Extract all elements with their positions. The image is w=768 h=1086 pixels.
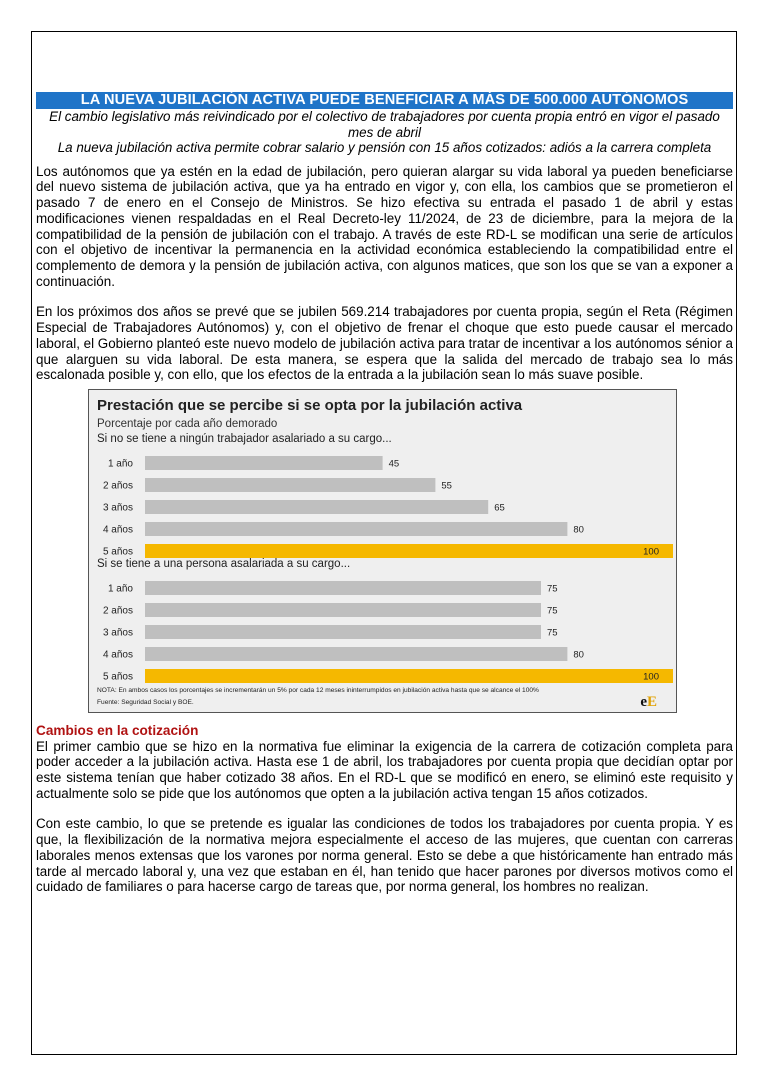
chart-subtitle: Porcentaje por cada año demorado xyxy=(97,417,278,430)
data-label: 45 xyxy=(388,458,400,470)
article xyxy=(36,92,733,895)
category-label: 3 años xyxy=(102,627,133,639)
category-label: 3 años xyxy=(102,502,133,514)
bar xyxy=(145,669,673,683)
subtitle-2: La nueva jubilación activa permite cobrar salario y pensión con 15 años cotizados: adiós a la carrera completa xyxy=(57,140,712,156)
category-label: 2 años xyxy=(102,480,133,492)
data-label: 80 xyxy=(573,524,584,536)
group-heading: Si se tiene a una persona asalariada a su cargo... xyxy=(97,557,351,570)
category-label: 1 año xyxy=(107,458,133,470)
paragraph-3: El primer cambio que se hizo en la normativa fue eliminar la exigencia de la carrera de cotización completa para poder acceder a la jubilación activa. Hasta ese 1 de abril, los trabajadores por cuenta propia que decidían optar por este sistema tenían que haber cotizado 38 años. En el RD-L que se modificó en enero, se eliminó este requisito y actualmente solo se pide que los autónomos que opten a la jubilación activa tengan 15 años cotizados. xyxy=(36,738,733,801)
category-label: 2 años xyxy=(102,605,133,617)
section-title: Cambios en la cotización xyxy=(36,722,199,738)
category-label: 1 año xyxy=(107,583,133,595)
paragraph-1: Los autónomos que ya estén en la edad de jubilación, pero quieran alargar su vida laboral ya pueden beneficiarse del nuevo sistema de jubilación activa, que ya ha entrado en vigor y, con ella, los cambios que se prometieron el pasado 7 de enero en el Consejo de Ministros. Se hizo efectiva su entrada el pasado 1 de abril y estas modificaciones vienen respaldadas en el Real Decreto-ley 11/2024, de 23 de diciembre, para la mejora de la compatibilidad de la pensión de jubilación con el trabajo. A través de este RD-L se modifican una serie de artículos con el objetivo de incentivar la permanencia en la actividad económica estableciendo la compatibilidad entre el complemento de demora y la pensión de jubilación activa, con algunos matices, que son los que se van a exponer a continuación. xyxy=(36,163,733,289)
category-label: 5 años xyxy=(102,671,133,683)
bar xyxy=(145,500,488,514)
data-label: 75 xyxy=(547,605,558,617)
category-label: 4 años xyxy=(102,649,133,661)
bar xyxy=(145,603,541,617)
chart-title: Prestación que se percibe si se opta por la jubilación activa xyxy=(97,396,523,414)
paragraph-4: Con este cambio, lo que se pretende es igualar las condiciones de todos los trabajadores por cuenta propia. Y es que, la flexibilización de la normativa mejora especialmente el acceso de las mujeres, que cuentan con carreras laborales menos extensas que los varones por norma general. Esto se debe a que históricamente han entrado más tarde al mercado laboral y, una vez que estaban en él, han tenido que hacer parones por diversos motivos como el cuidado de familiares o para hacerse cargo de tareas que, por norma general, los hombres no realizan. xyxy=(36,816,733,895)
data-label: 80 xyxy=(573,649,584,661)
category-label: 5 años xyxy=(102,546,133,558)
bar xyxy=(145,625,541,639)
data-label: 100 xyxy=(643,671,659,683)
logo: eE xyxy=(640,693,657,710)
bar xyxy=(145,522,567,536)
chart-figure xyxy=(88,389,677,713)
bar xyxy=(145,647,567,661)
category-label: 4 años xyxy=(102,524,133,536)
data-label: 100 xyxy=(643,546,659,558)
chart-note: NOTA: En ambos casos los porcentajes se incrementarán un 5% por cada 12 meses ininterrumpidos en jubilación activa hasta que se alcance el 100% xyxy=(97,686,539,694)
subtitle-1: El cambio legislativo más reivindicado por el colectivo de trabajadores por cuenta propia entró en vigor el pasado mes de abril xyxy=(49,109,720,140)
paragraph-2: En los próximos dos años se prevé que se jubilen 569.214 trabajadores por cuenta propia, según el Reta (Régimen Especial de Trabajadores Autónomos) y, con el objetivo de frenar el choque que esto puede causar el mercado laboral, el Gobierno planteó este nuevo modelo de jubilación activa para tratar de incentivar a los autónomos sénior a que alarguen su vida laboral. De esta manera, se espera que la salida del mercado de trabajo sea lo más escalonada posible y, con ello, que los efectos de la entrada a la jubilación sean lo más suave posible. xyxy=(36,304,733,383)
bar xyxy=(145,544,673,558)
bar-chart xyxy=(89,390,676,712)
bar xyxy=(145,456,383,470)
group-heading: Si no se tiene a ningún trabajador asalariado a su cargo... xyxy=(97,432,392,445)
bar xyxy=(145,581,541,595)
data-label: 75 xyxy=(547,627,558,639)
data-label: 55 xyxy=(441,480,452,492)
headline: LA NUEVA JUBILACIÓN ACTIVA PUEDE BENEFICIAR A MÁS DE 500.000 AUTÓNOMOS xyxy=(36,92,733,109)
bar xyxy=(145,478,435,492)
data-label: 75 xyxy=(547,583,558,595)
chart-source: Fuente: Seguridad Social y BOE. xyxy=(97,698,194,706)
data-label: 65 xyxy=(494,502,505,514)
